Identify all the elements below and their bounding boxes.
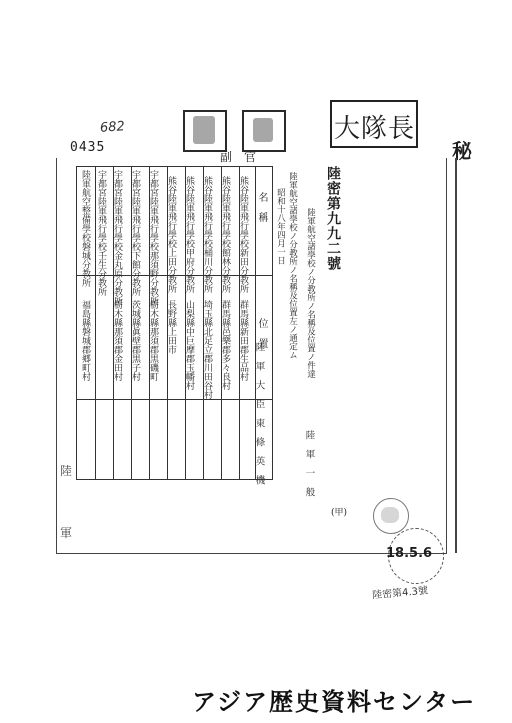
table-row-6-name: 宇都宮陸軍飛行學校那須野分教所 xyxy=(148,170,158,305)
approval-seal-1 xyxy=(193,116,215,144)
handwritten-page-number: 682 xyxy=(99,119,126,136)
table-header-location: 位 置 xyxy=(256,318,267,348)
archive-footer-name: アジア歴史資料センター xyxy=(192,688,477,716)
document-date: 昭和十八年四月一日 xyxy=(275,188,286,265)
approval-stamp-box-1 xyxy=(183,110,227,152)
table-row-8-name: 宇都宮陸軍飛行學校金丸原分教所 xyxy=(112,170,122,305)
table-row-5-location: 長野縣上田市 xyxy=(166,300,176,354)
table-row-6-location: 栃木縣那須郡黒磯町 xyxy=(148,300,158,381)
approval-stamp-box-2 xyxy=(242,110,286,152)
document-binding-edge xyxy=(446,158,457,553)
table-row-1-name: 熊谷陸軍飛行學校新田分教所 xyxy=(238,176,248,293)
squadron-leader-char-1: 大 xyxy=(334,114,361,144)
table-row-3-location: 埼玉縣北足立郡川田谷村 xyxy=(202,300,212,399)
table-row-10-name: 陸軍航空整備學校磐城分教所 xyxy=(80,170,90,287)
table-row-10-location: 福島縣磐城郡郷町村 xyxy=(80,300,90,381)
squadron-leader-stamp xyxy=(330,100,418,148)
document-title: 陸密第九九二號 xyxy=(325,166,341,271)
document-classification-mark: (甲) xyxy=(331,508,348,518)
table-row-7-location: 茨城縣眞壁郡黒子村 xyxy=(130,300,140,381)
table-header-name: 名 稱 xyxy=(256,192,267,222)
table-row-4-location: 山梨縣中巨摩郡玉幡村 xyxy=(184,300,194,390)
receipt-seal-ink xyxy=(381,507,399,523)
table-row-2-location: 群馬縣邑樂郡多々良村 xyxy=(220,300,230,390)
secret-mark: 秘 xyxy=(452,139,472,163)
table-row-2-name: 熊谷陸軍飛行學校館林分教所 xyxy=(220,176,230,293)
side-mark-1: 陸 xyxy=(60,464,73,478)
table-row-7-name: 宇都宮陸軍飛行學校下館分教所 xyxy=(130,170,140,296)
document-body-line: 陸軍航空諸學校ノ分教所ノ名稱及位置左ノ通定ム xyxy=(287,172,298,359)
table-row-9-name: 宇都宮陸軍飛行學校壬生分教所 xyxy=(96,170,106,296)
ledger-number: 0435 xyxy=(70,140,106,155)
postmark-date: 18.5.6 xyxy=(386,546,433,561)
table-row-1-location: 群馬縣新田郡生品村 xyxy=(238,300,248,381)
minister-signature: 陸 軍 大 臣 東 條 英 機 xyxy=(253,342,265,485)
squadron-leader-char-2: 隊 xyxy=(361,114,388,144)
side-mark-2: 軍 xyxy=(60,526,73,540)
issuing-organization: 陸 軍 一 般 xyxy=(303,430,315,497)
document-subject: 陸軍航空諸學校ノ分教所ノ名稱及位置ノ件達 xyxy=(305,208,316,378)
date-postmark xyxy=(388,528,444,584)
table-row-3-name: 熊谷陸軍飛行學校桶川分教所 xyxy=(202,176,212,293)
table-row-5-name: 熊谷陸軍飛行學校上田分教所 xyxy=(166,176,176,293)
postmark-note: 陸密第4.3號 xyxy=(371,585,429,602)
table-row-8-location: 栃木縣那須郡金田村 xyxy=(112,300,122,381)
squadron-leader-char-3: 長 xyxy=(388,114,415,144)
approval-seal-2 xyxy=(253,118,273,142)
department-stamp-partial: 副 官 xyxy=(220,150,257,164)
receipt-seal xyxy=(373,498,409,534)
table-row-4-name: 熊谷陸軍飛行學校甲府分教所 xyxy=(184,176,194,293)
